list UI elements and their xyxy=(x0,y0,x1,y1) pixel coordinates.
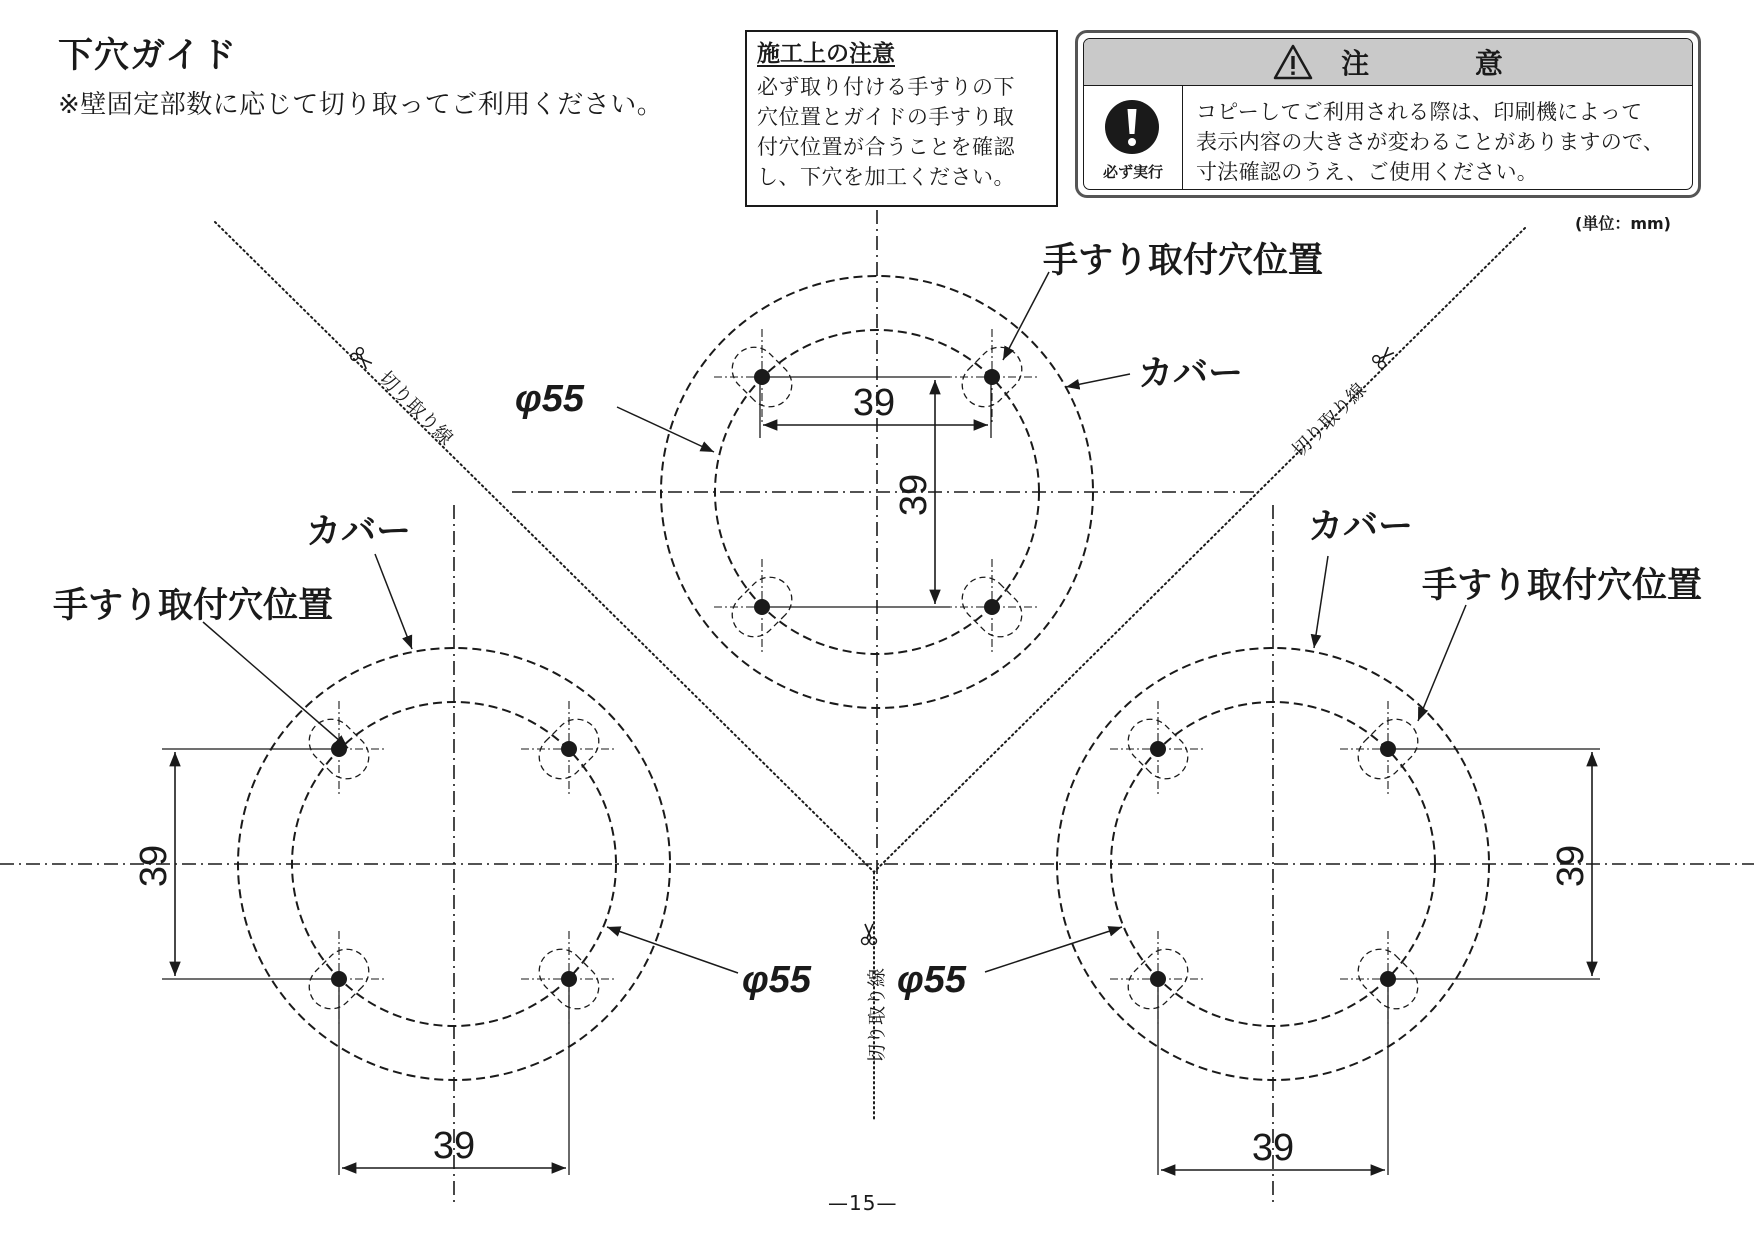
dim-value-left-vertical: 39 xyxy=(133,844,175,888)
must-do-label: 必ず実行 xyxy=(1102,163,1163,181)
hole-dot xyxy=(561,741,577,757)
dim-value-left-horizontal: 39 xyxy=(432,1125,476,1167)
notice-line: し、下穴を加工ください。 xyxy=(757,165,1015,189)
exclamation-circle-icon xyxy=(1104,99,1160,155)
caution-box xyxy=(1075,30,1701,198)
dim-value-top-horizontal: 39 xyxy=(852,382,896,424)
construction-notice-title: 施工上の注意 xyxy=(757,41,895,67)
hole-dot xyxy=(984,599,1000,615)
caution-line: コピーしてご利用される際は、印刷機によって xyxy=(1196,100,1643,124)
unit-label: (単位：mm) xyxy=(1575,214,1671,233)
construction-notice-text xyxy=(757,72,1048,192)
notice-line: 付穴位置が合うことを確認 xyxy=(757,135,1015,159)
dimension-values xyxy=(133,382,1592,1169)
left-diameter-label: φ55 xyxy=(742,959,812,1001)
cut-line-right xyxy=(874,228,1525,872)
left-cover-label: カバー xyxy=(306,512,412,552)
top-hole-position-label: 手すり取付穴位置 xyxy=(1043,241,1324,281)
hole-dot xyxy=(1150,971,1166,987)
cut-line-label-left: 切り取り線 xyxy=(374,366,458,450)
hole-dot xyxy=(561,971,577,987)
cut-line-labels xyxy=(349,345,1396,1063)
cut-line-label-center: 切り取り線 xyxy=(866,967,888,1063)
dim-value-right-horizontal: 39 xyxy=(1251,1127,1295,1169)
hole-dot xyxy=(1150,741,1166,757)
mounting-holes xyxy=(291,329,1436,1027)
right-diameter-label: φ55 xyxy=(897,959,967,1001)
cut-line-label-right: 切り取り線 xyxy=(1287,378,1371,462)
page-subtitle: ※壁固定部数に応じて切り取ってご利用ください。 xyxy=(58,90,664,120)
top-diameter-label: φ55 xyxy=(515,378,585,420)
page-number: —15— xyxy=(828,1191,898,1215)
dim-value-top-vertical: 39 xyxy=(893,473,935,517)
caution-line: 寸法確認のうえ、ご使用ください。 xyxy=(1196,160,1539,184)
page-header xyxy=(58,28,663,121)
construction-notice-box xyxy=(745,30,1058,207)
left-hole-position-label: 手すり取付穴位置 xyxy=(53,586,334,626)
caution-icon-cell xyxy=(1084,85,1183,189)
dim-value-right-vertical: 39 xyxy=(1550,844,1592,888)
top-cover-label: カバー xyxy=(1138,354,1244,394)
caution-text xyxy=(1196,97,1686,187)
right-cover-label: カバー xyxy=(1308,507,1414,547)
caution-line: 表示内容の大きさが変わることがありますので、 xyxy=(1196,130,1665,154)
caution-inner xyxy=(1083,38,1693,190)
notice-line: 必ず取り付ける手すりの下 xyxy=(757,75,1015,99)
caution-heading: 注 意 xyxy=(1341,47,1551,80)
scissors-icon xyxy=(1371,345,1396,370)
notice-line: 穴位置とガイドの手すり取 xyxy=(757,105,1015,129)
warning-triangle-icon xyxy=(1273,44,1313,80)
hole-dot xyxy=(984,369,1000,385)
right-hole-position-label: 手すり取付穴位置 xyxy=(1422,566,1703,606)
caution-header xyxy=(1084,39,1692,86)
page-title: 下穴ガイド xyxy=(58,36,237,76)
